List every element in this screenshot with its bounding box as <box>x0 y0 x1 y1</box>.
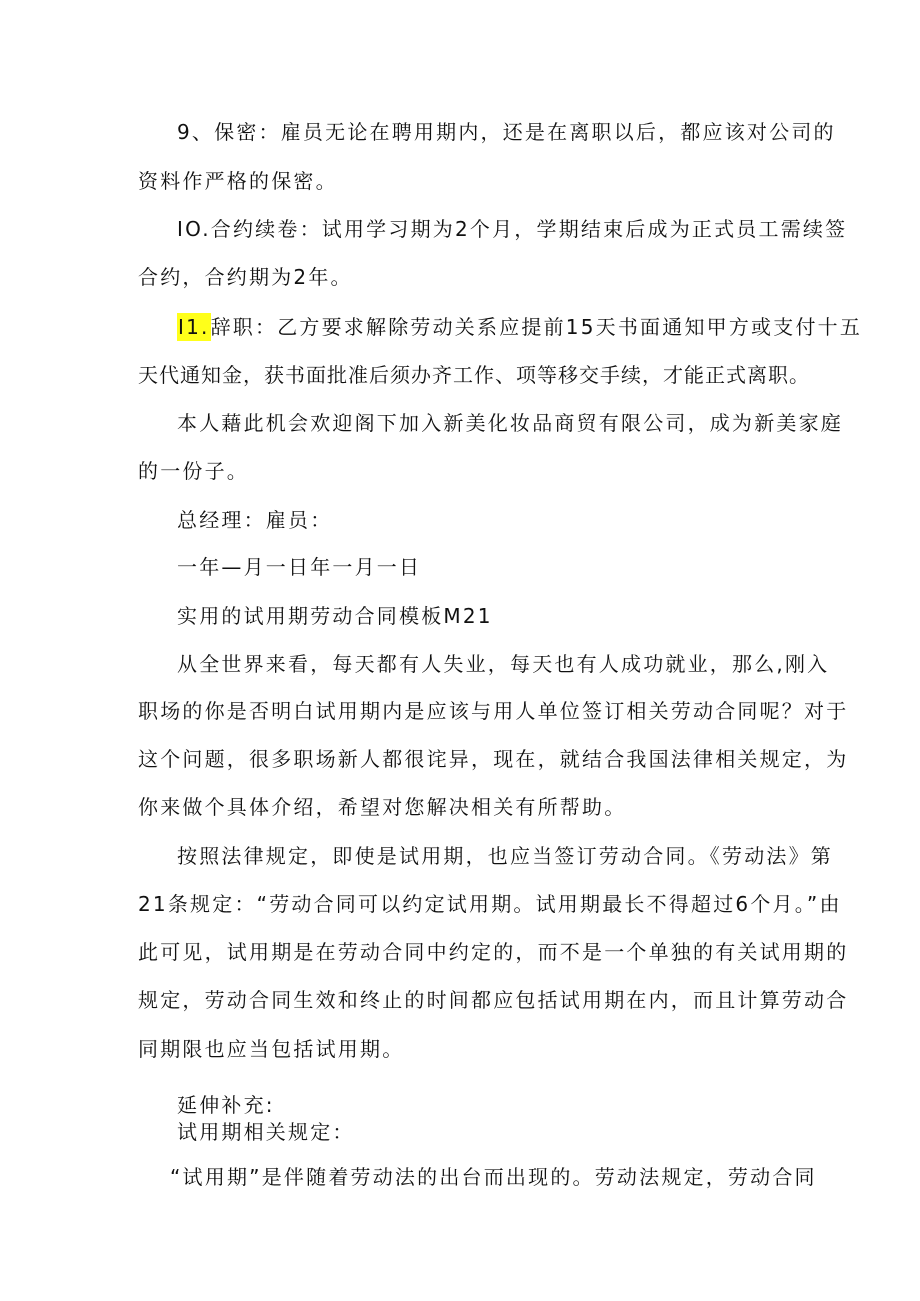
clause-11-line-1 <box>177 313 862 341</box>
dates-line: 一年—月一日年一月一日 <box>177 555 422 579</box>
extension-title: 试用期相关规定： <box>177 1120 355 1144</box>
clause-9-line-1: 9、保密：雇员无论在聘用期内，还是在离职以后，都应该对公司的 <box>177 120 836 144</box>
intro-line-1: 从全世界来看，每天都有人失业，每天也有人成功就业，那么,刚入 <box>177 652 830 676</box>
clause-9-line-2: 资料作严格的保密。 <box>138 169 338 193</box>
clause-11-number-highlight: I1. <box>178 315 210 339</box>
clause-10-line-1: IO.合约续卷：试用学习期为2个月，学期结束后成为正式员工需续签 <box>177 217 848 241</box>
welcome-line-2: 的一份子。 <box>138 459 249 483</box>
intro-line-2: 职场的你是否明白试用期内是应该与用人单位签订相关劳动合同呢？对于 <box>138 699 849 723</box>
law-line-5: 同期限也应当包括试用期。 <box>138 1037 405 1061</box>
trial-period-line: “试用期”是伴随着劳动法的出台而出现的。劳动法规定，劳动合同 <box>170 1165 817 1189</box>
intro-line-4: 你来做个具体介绍，希望对您解决相关有所帮助。 <box>138 795 627 819</box>
intro-line-3: 这个问题，很多职场新人都很诧异，现在，就结合我国法律相关规定，为 <box>138 747 849 771</box>
clause-11-line-2: 天代通知金，获书面批准后须办齐工作、项等移交手续，才能正式离职。 <box>138 363 810 387</box>
extension-label: 延伸补充: <box>177 1093 275 1117</box>
welcome-line-1: 本人藉此机会欢迎阁下加入新美化妆品商贸有限公司，成为新美家庭 <box>177 411 843 435</box>
section-heading: 实用的试用期劳动合同模板M21 <box>177 604 493 628</box>
law-line-4: 规定，劳动合同生效和终止的时间都应包括试用期在内，而且计算劳动合 <box>138 988 849 1012</box>
clause-11-text: 辞职：乙方要求解除劳动关系应提前15天书面通知甲方或支付十五 <box>210 315 863 339</box>
law-line-1: 按照法律规定，即使是试用期，也应当签订劳动合同。《劳动法》第 <box>177 844 833 868</box>
clause-10-line-2: 合约，合约期为2年。 <box>138 265 353 289</box>
law-line-2: 21条规定：“劳动合同可以约定试用期。试用期最长不得超过6个月。”由 <box>138 892 842 916</box>
signers-line: 总经理：雇员： <box>177 508 333 532</box>
law-line-3: 此可见，试用期是在劳动合同中约定的，而不是一个单独的有关试用期的 <box>138 940 849 964</box>
